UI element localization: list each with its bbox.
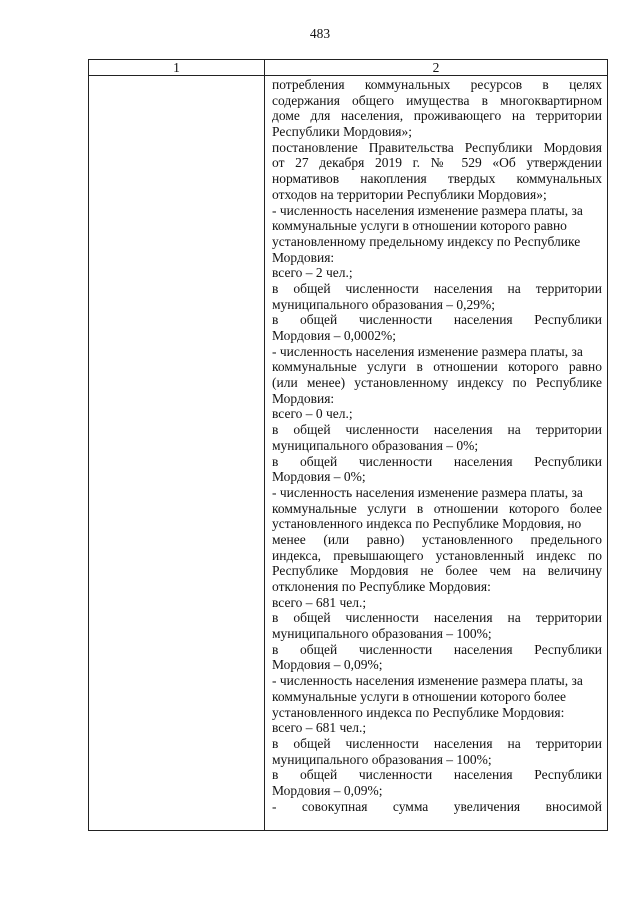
text-line: индекса, превышающего установленный индекс по xyxy=(272,547,602,563)
text-line: муниципального образования – 100%; xyxy=(272,751,492,767)
text-line: содержания общего имущества в многоквартирном xyxy=(272,92,602,108)
table-cell-column-2 xyxy=(272,77,602,814)
text-line: Мордовия – 0%; xyxy=(272,469,366,485)
text-line: - численность населения изменение размера платы, за xyxy=(272,343,583,359)
document-table xyxy=(88,59,608,831)
text-line: - численность населения изменение размера платы, за xyxy=(272,673,583,689)
text-line: коммунальные услуги в отношении которого более xyxy=(272,500,602,516)
column-header-1: 1 xyxy=(173,60,180,75)
text-line: всего – 0 чел.; xyxy=(272,406,353,422)
text-line: установленному предельному индексу по Республике xyxy=(272,233,581,249)
text-line: в общей численности населения Республики xyxy=(272,767,602,783)
text-line: Мордовия – 0,09%; xyxy=(272,782,383,798)
text-line: в общей численности населения на территории xyxy=(272,422,602,438)
text-line: муниципального образования – 100%; xyxy=(272,626,492,642)
page-number: 483 xyxy=(309,26,331,41)
text-line: Республике Мордовия не более чем на величину xyxy=(272,563,602,579)
text-line: Мордовия – 0,09%; xyxy=(272,657,383,673)
text-line: - численность населения изменение размера платы, за xyxy=(272,202,583,218)
text-line: установленного индекса по Республике Мордовия, но xyxy=(272,516,582,532)
text-line: отходов на территории Республики Мордовия»; xyxy=(272,186,547,202)
text-line: (или менее) установленному индексу по Республике xyxy=(272,375,602,391)
text-line: Мордовия: xyxy=(272,390,335,406)
text-line: в общей численности населения Республики xyxy=(272,453,602,469)
text-line: - численность населения изменение размера платы, за xyxy=(272,484,583,500)
text-line: в общей численности населения Республики xyxy=(272,641,602,657)
text-line: потребления коммунальных ресурсов в целях xyxy=(272,77,602,92)
text-line: в общей численности населения Республики xyxy=(272,312,602,328)
text-line: коммунальные услуги в отношении которого более xyxy=(272,688,566,704)
text-line: всего – 681 чел.; xyxy=(272,594,367,610)
text-line: всего – 681 чел.; xyxy=(272,720,367,736)
text-line: Республики Мордовия»; xyxy=(272,124,413,140)
text-line: всего – 2 чел.; xyxy=(272,265,353,281)
table-header-row xyxy=(89,60,607,76)
column-divider xyxy=(264,60,265,830)
text-line: коммунальные услуги в отношении которого равно xyxy=(272,218,567,234)
text-line: - совокупная сумма увеличения вносимой xyxy=(272,798,602,814)
text-line: от 27 декабря 2019 г. № 529 «Об утверждении xyxy=(272,155,602,171)
text-line: коммунальные услуги в отношении которого равно xyxy=(272,359,602,375)
column-header-2: 2 xyxy=(432,60,440,75)
text-line: нормативов накопления твердых коммунальных xyxy=(272,171,602,187)
text-line: отклонения по Республике Мордовия: xyxy=(272,579,491,594)
text-line: муниципального образования – 0%; xyxy=(272,437,479,453)
text-line: в общей численности населения на территории xyxy=(272,280,602,296)
text-line: менее (или равно) установленного предельного xyxy=(272,531,602,547)
text-line: установленного индекса по Республике Мордовия: xyxy=(272,704,565,720)
text-line: постановление Правительства Республики Мордовия xyxy=(272,139,602,155)
text-line: муниципального образования – 0,29%; xyxy=(272,296,496,312)
text-line: в общей численности населения на территории xyxy=(272,735,602,751)
text-line: Мордовия: xyxy=(272,249,335,265)
text-line: доме для населения, проживающего на территории xyxy=(272,108,602,124)
text-line: в общей численности населения на территории xyxy=(272,610,602,626)
text-line: Мордовия – 0,0002%; xyxy=(272,328,397,343)
